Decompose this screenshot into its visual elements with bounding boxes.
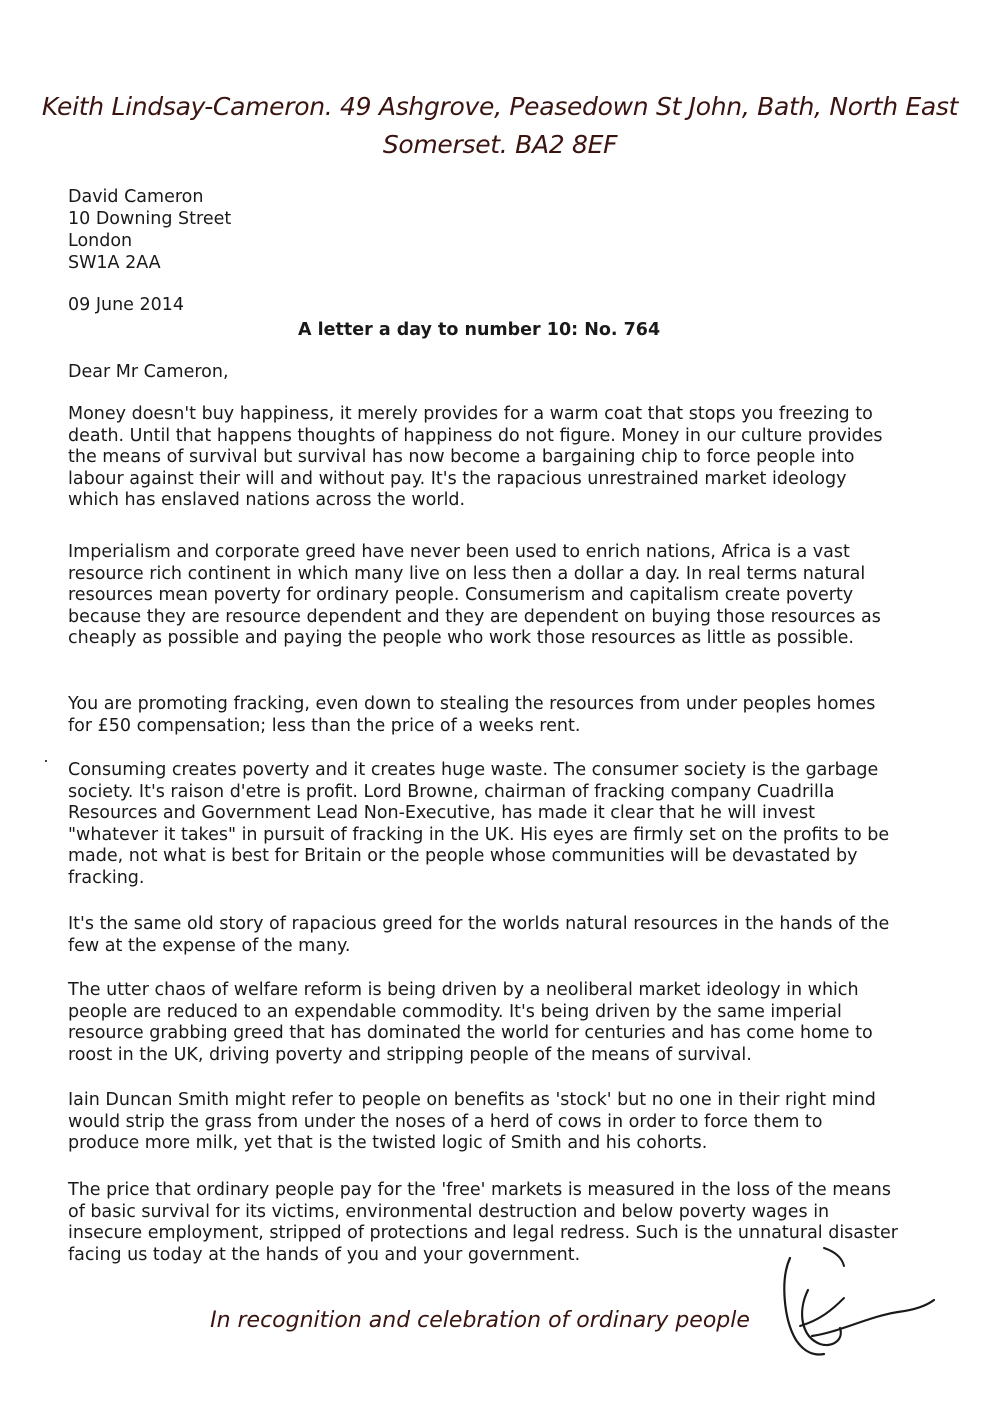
recipient-address [68,186,231,274]
body-paragraph: You are promoting fracking, even down to stealing the resources from under peoples homes for £50 compensation; less than the price of a weeks rent. [68,694,876,736]
recipient-street: 10 Downing Street [68,209,232,229]
recipient-city: London [68,231,133,251]
letter-date: 09 June 2014 [68,295,185,315]
closing-line: In recognition and celebration of ordinary people [210,1308,750,1333]
recipient-postcode: SW1A 2AA [68,253,161,273]
signature-icon [770,1240,940,1370]
body-paragraph: Iain Duncan Smith might refer to people on benefits as 'stock' but no one in their right mind would strip the grass from under the noses of a herd of cows in order to force them to produce more milk, yet that is the twisted logic of Smith and his cohorts. [68,1090,876,1153]
body-paragraph: It's the same old story of rapacious greed for the worlds natural resources in the hands of the few at the expense of the many. [68,914,890,956]
recipient-name: David Cameron [68,187,204,207]
salutation: Dear Mr Cameron, [68,362,229,382]
body-paragraph: Imperialism and corporate greed have never been used to enrich nations, Africa is a vast resource rich continent in which many live on less then a dollar a day. In real terms natural resources mean poverty for ordinary people. Consumerism and capitalism create poverty because they are resource dependent and they are dependent on buying those resources as cheaply as possible and paying the people who work those resources as little as possible. [68,542,881,648]
body-paragraph: The utter chaos of welfare reform is being driven by a neoliberal market ideology in which people are reduced to an expendable commodity. It's being driven by the same imperial resource grabbing greed that has dominated the world for centuries and has come home to roost in the UK, driving poverty and stripping people of the means of survival. [68,980,873,1065]
body-paragraph: The price that ordinary people pay for the 'free' markets is measured in the loss of the means of basic survival for its victims, environmental destruction and below poverty wages in insecure employment, stripped of protections and legal redress. Such is the unnatural disaster facing us today at the hands of you and your government. [68,1180,898,1265]
body-paragraph: Consuming creates poverty and it creates huge waste. The consumer society is the garbage society. It's raison d'etre is profit. Lord Browne, chairman of fracking company Cuadrilla Resources and Government Lead Non-Executive, has made it clear that he will invest "whatever it takes" in pursuit of fracking in the UK. His eyes are firmly set on the profits to be made, not what is best for Britain or the people whose communities will be devastated by fracking. [68,760,890,888]
body-paragraph: Money doesn't buy happiness, it merely provides for a warm coat that stops you freezing to death. Until that happens thoughts of happiness do not figure. Money in our culture provides the means of survival but survival has now become a bargaining chip to force people into labour against their will and without pay. It's the rapacious unrestrained market ideology which has enslaved nations across the world. [68,404,883,510]
paper-speck [45,760,47,762]
letter-heading: A letter a day to number 10: No. 764 [298,320,661,340]
sender-address-header: Keith Lindsay-Cameron. 49 Ashgrove, Peasedown St John, Bath, North East Somerset. BA2 8EF [41,92,959,159]
